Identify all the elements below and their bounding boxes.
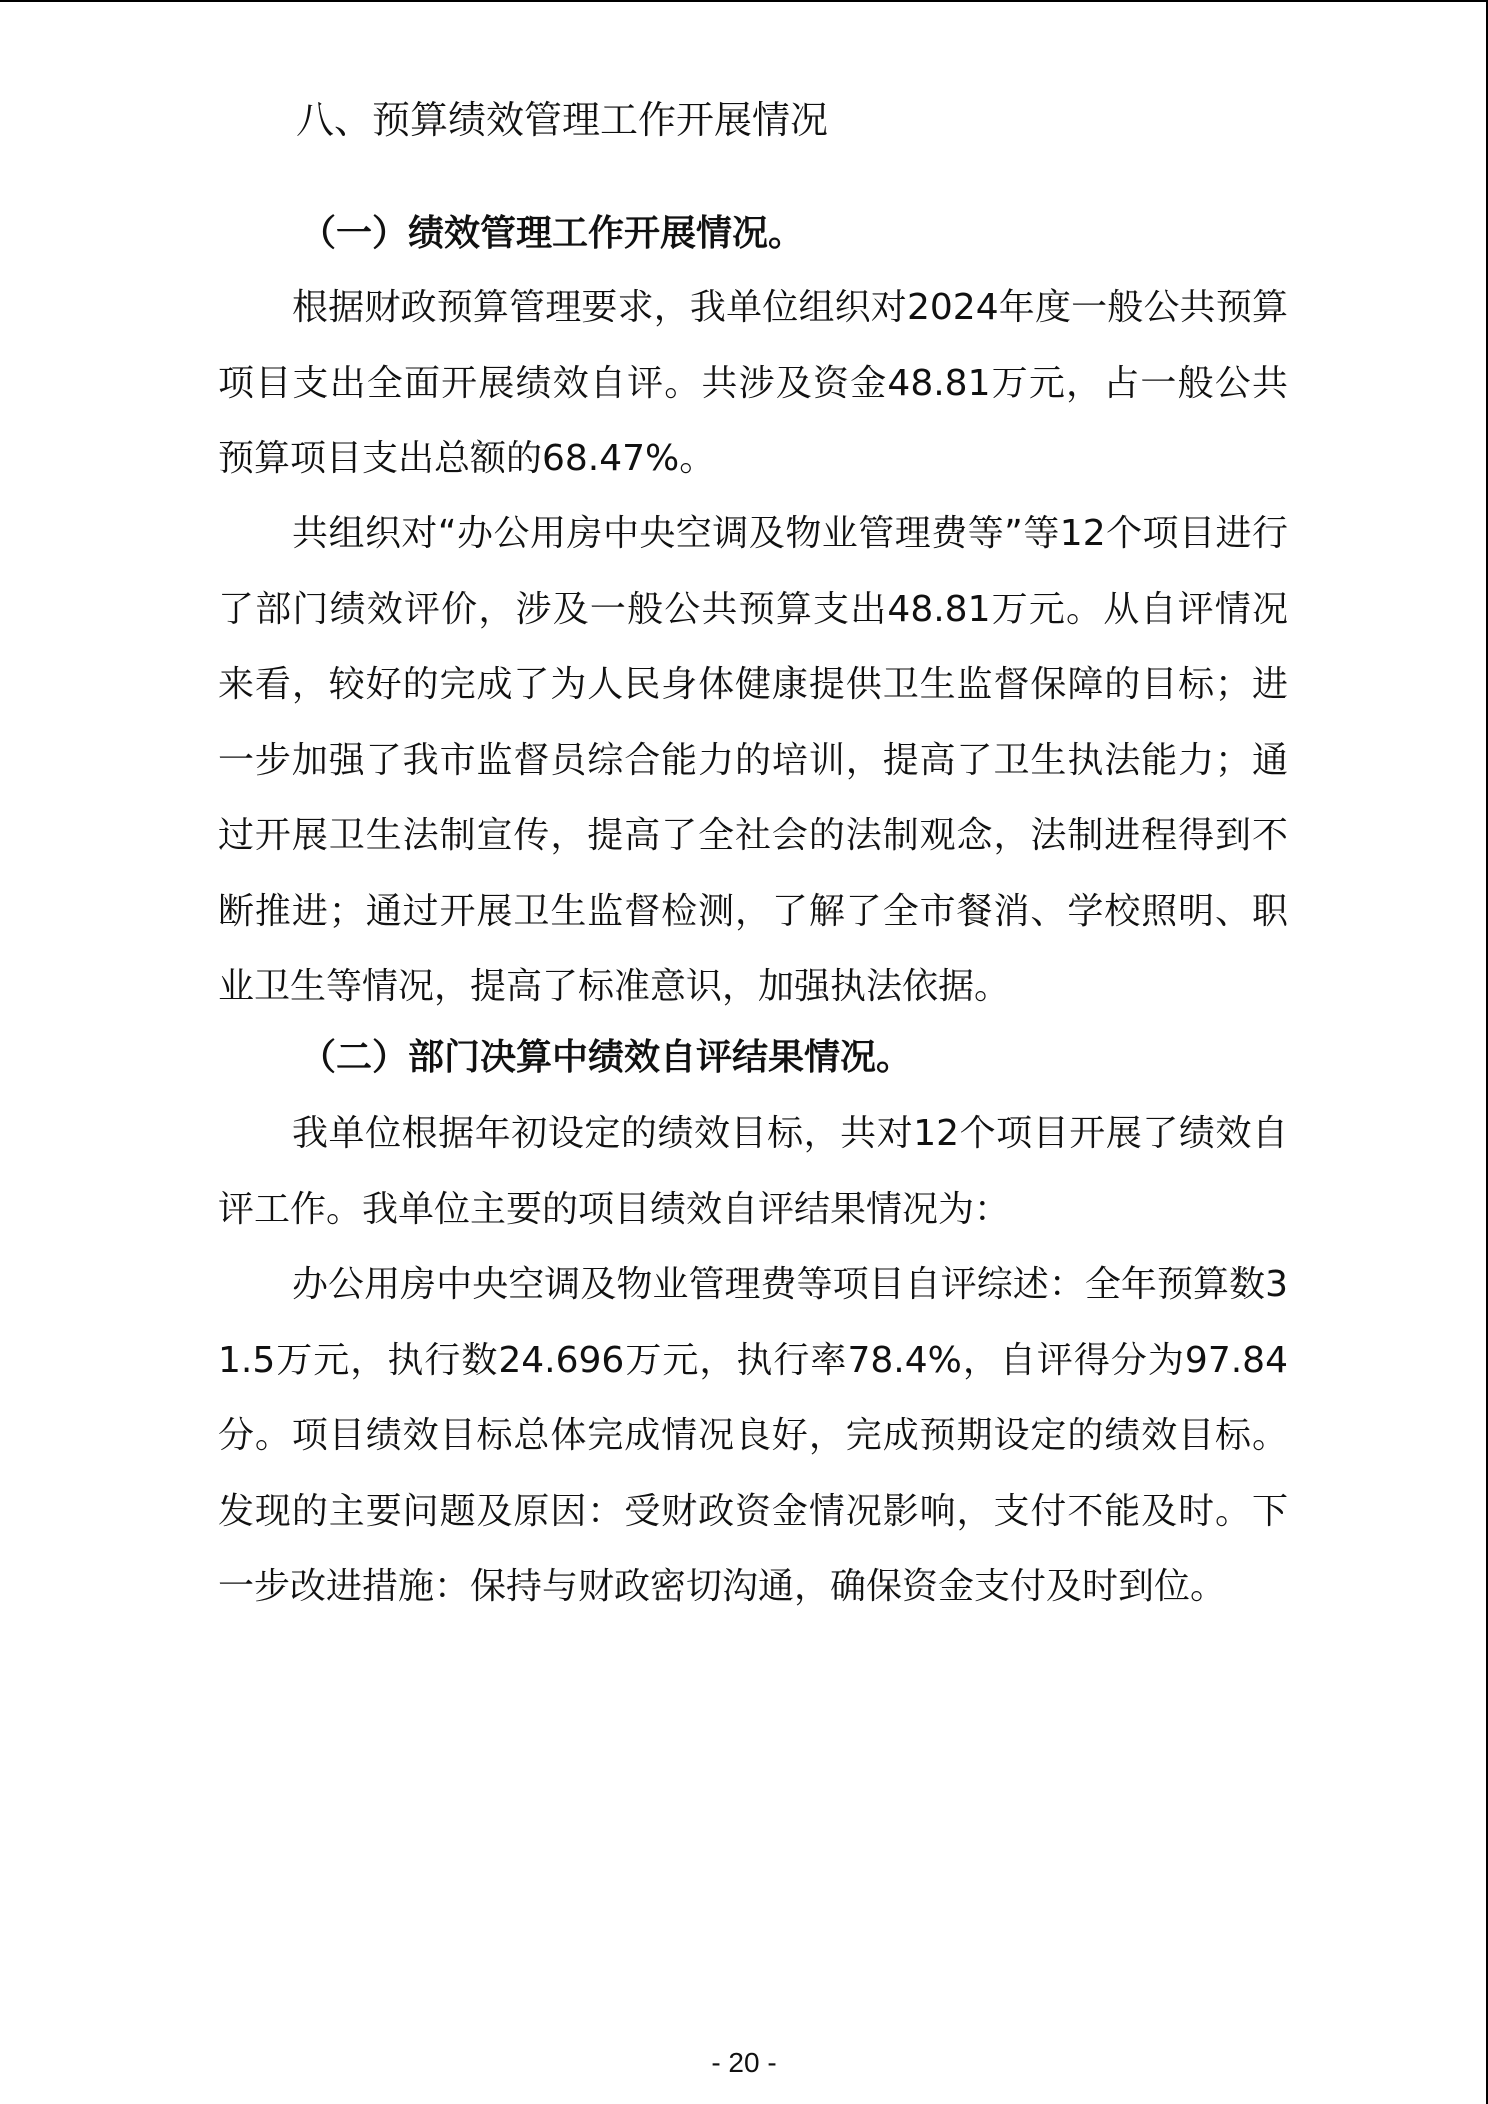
subsection-heading-1: （一）绩效管理工作开展情况。 bbox=[300, 213, 805, 254]
paragraph-3: 我单位根据年初设定的绩效目标，共对12个项目开展了绩效自评工作。我单位主要的项目绩效自评结果情况为： bbox=[218, 1113, 1288, 1230]
page-number: - 20 - bbox=[711, 2047, 777, 2078]
section-title: 八、预算绩效管理工作开展情况 bbox=[296, 98, 829, 142]
paragraph-2: 共组织对“办公用房中央空调及物业管理费等”等12个项目进行了部门绩效评价，涉及一般公共预算支出48.81万元。从自评情况来看，较好的完成了为人民身体健康提供卫生监督保障的目标；进一步加强了我市监督员综合能力的培训，提高了卫生执法能力；通过开展卫生法制宣传，提高了全社会的法制观念，法制进程得到不断推进；通过开展卫生监督检测，了解了全市餐消、学校照明、职业卫生等情况，提高了标准意识，加强执法依据。 bbox=[218, 513, 1288, 1007]
subsection-heading-2: （二）部门决算中绩效自评结果情况。 bbox=[300, 1037, 913, 1078]
paragraph-4: 办公用房中央空调及物业管理费等项目自评综述：全年预算数31.5万元，执行数24.696万元，执行率78.4%，自评得分为97.84分。项目绩效目标总体完成情况良好，完成预期设定的绩效目标。发现的主要问题及原因：受财政资金情况影响，支付不能及时。下一步改进措施：保持与财政密切沟通，确保资金支付及时到位。 bbox=[218, 1264, 1288, 1607]
page-border-top bbox=[0, 0, 1488, 2]
paragraph-1: 根据财政预算管理要求，我单位组织对2024年度一般公共预算项目支出全面开展绩效自评。共涉及资金48.81万元，占一般公共预算项目支出总额的68.47%。 bbox=[218, 287, 1288, 479]
